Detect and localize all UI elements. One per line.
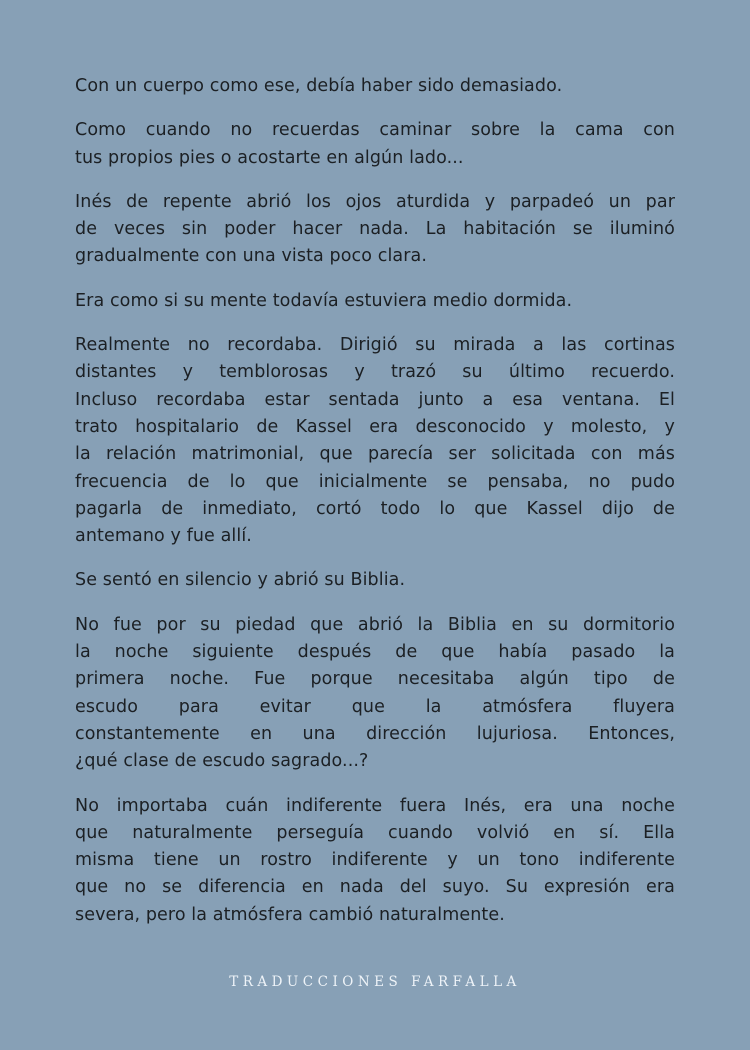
text-line: trato hospitalario de Kassel era desconocido y molesto, y <box>75 416 675 437</box>
paragraph <box>75 793 675 929</box>
paragraph <box>75 288 675 315</box>
text-line: No fue por su piedad que abrió la Biblia en su dormitorio <box>75 614 675 635</box>
text-line: Era como si su mente todavía estuviera medio dormida. <box>75 290 573 311</box>
text-line: escudo para evitar que la atmósfera fluyera <box>75 696 675 717</box>
paragraph <box>75 117 675 172</box>
text-line: que naturalmente perseguía cuando volvió en sí. Ella <box>75 822 675 843</box>
text-line: pagarla de inmediato, cortó todo lo que Kassel dijo de <box>75 498 675 519</box>
text-line: tus propios pies o acostarte en algún lado... <box>75 147 464 168</box>
text-line: severa, pero la atmósfera cambió naturalmente. <box>75 904 505 925</box>
text-line: No importaba cuán indiferente fuera Inés, era una noche <box>75 795 675 816</box>
paragraph <box>75 189 675 271</box>
text-line: primera noche. Fue porque necesitaba algún tipo de <box>75 669 675 690</box>
text-line: de veces sin poder hacer nada. La habitación se iluminó <box>75 219 675 240</box>
text-line: la noche siguiente después de que había pasado la <box>75 642 675 663</box>
text-line: que no se diferencia en nada del suyo. Su expresión era <box>75 877 675 898</box>
text-line: Inés de repente abrió los ojos aturdida y parpadeó un par <box>75 191 675 212</box>
paragraph <box>75 332 675 550</box>
text-line: Como cuando no recuerdas caminar sobre la cama con <box>75 120 675 141</box>
text-line: constantemente en una dirección lujuriosa. Entonces, <box>75 723 675 744</box>
page-body <box>75 73 675 946</box>
text-line: distantes y temblorosas y trazó su último recuerdo. <box>75 362 675 383</box>
publisher-footer: TRADUCCIONES FARFALLA <box>229 974 521 990</box>
text-line: Incluso recordaba estar sentada junto a esa ventana. El <box>75 389 675 410</box>
text-line: Realmente no recordaba. Dirigió su mirada a las cortinas <box>75 335 675 356</box>
text-line: Con un cuerpo como ese, debía haber sido demasiado. <box>75 76 563 96</box>
text-line: misma tiene un rostro indiferente y un tono indiferente <box>75 850 675 871</box>
paragraph <box>75 612 675 776</box>
text-line: frecuencia de lo que inicialmente se pensaba, no pudo <box>75 471 675 492</box>
text-line: Se sentó en silencio y abrió su Biblia. <box>75 570 406 591</box>
paragraph <box>75 567 675 594</box>
text-line: la relación matrimonial, que parecía ser solicitada con más <box>75 444 675 465</box>
text-line: antemano y fue allí. <box>75 526 252 547</box>
text-line: gradualmente con una vista poco clara. <box>75 246 428 267</box>
paragraph <box>75 73 675 100</box>
text-line: ¿qué clase de escudo sagrado...? <box>75 751 369 772</box>
